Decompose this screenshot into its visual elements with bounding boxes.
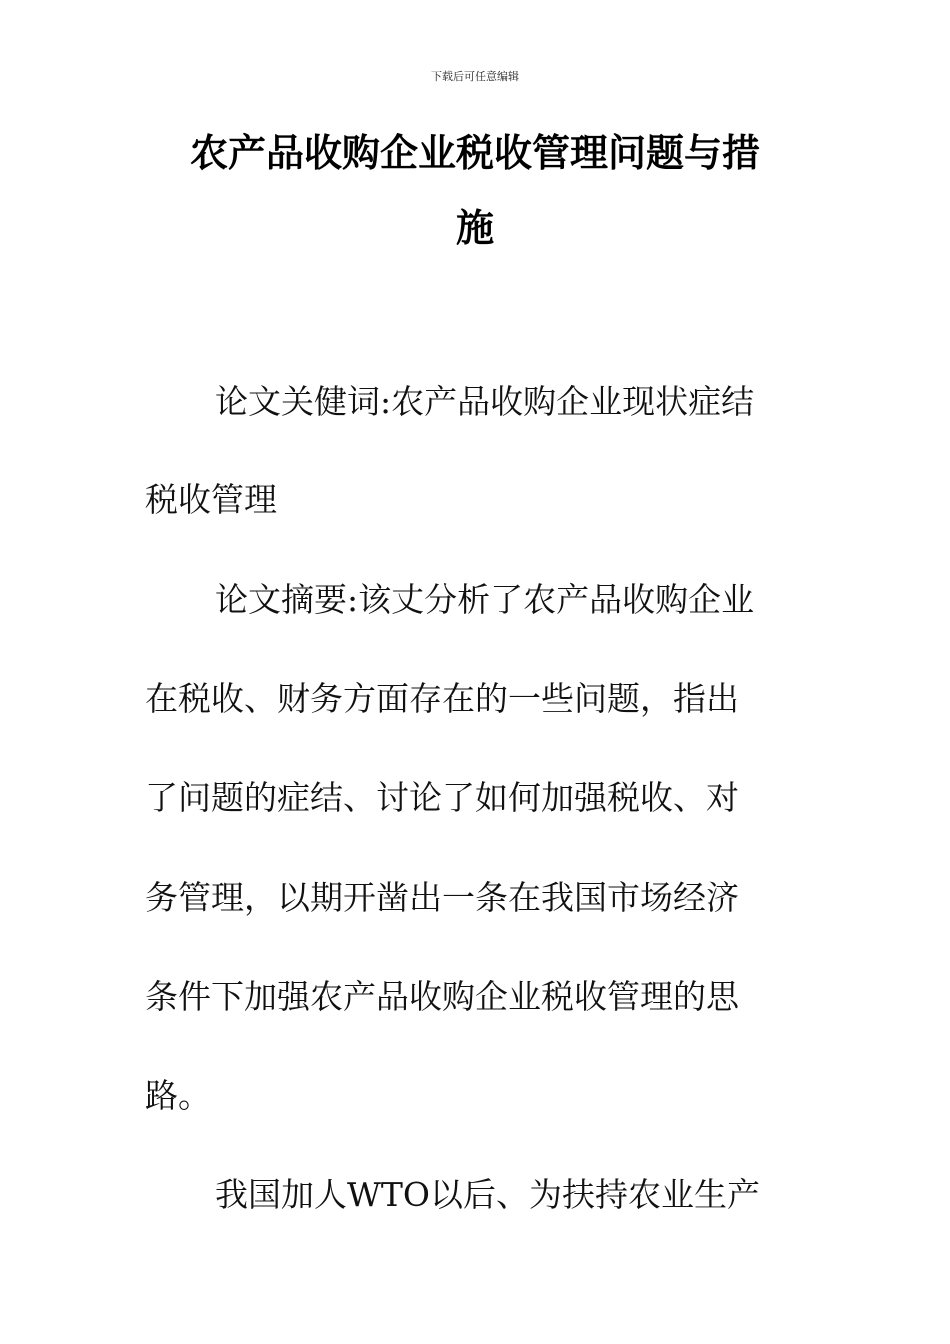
- abstract-line-5: 条件下加强农产品收购企业税收管理的思: [145, 977, 739, 1016]
- keywords-line-2: 税收管理: [145, 480, 277, 519]
- document-title-line-2: 施: [455, 206, 494, 250]
- keywords-line-1: 论文关健词:农产品收购企业现状症结: [215, 382, 755, 421]
- abstract-line-3: 了问题的症结、讨论了如何加强税收、对: [145, 778, 739, 817]
- abstract-line-6: 路。: [145, 1076, 211, 1115]
- document-title-line-1: 农产品收购企业税收管理问题与措: [189, 131, 760, 175]
- abstract-line-1: 论文摘要:该丈分析了农产品收购企业: [215, 580, 755, 619]
- abstract-line-2: 在税收、财务方面存在的一些问题，指出: [145, 679, 739, 718]
- header-note: 下载后可任意编辑: [431, 70, 519, 83]
- paragraph-1-line-1: 我国加人WTO以后、为扶持农业生产: [215, 1175, 760, 1214]
- abstract-line-4: 务管理，以期开凿出一条在我国市场经济: [145, 878, 739, 917]
